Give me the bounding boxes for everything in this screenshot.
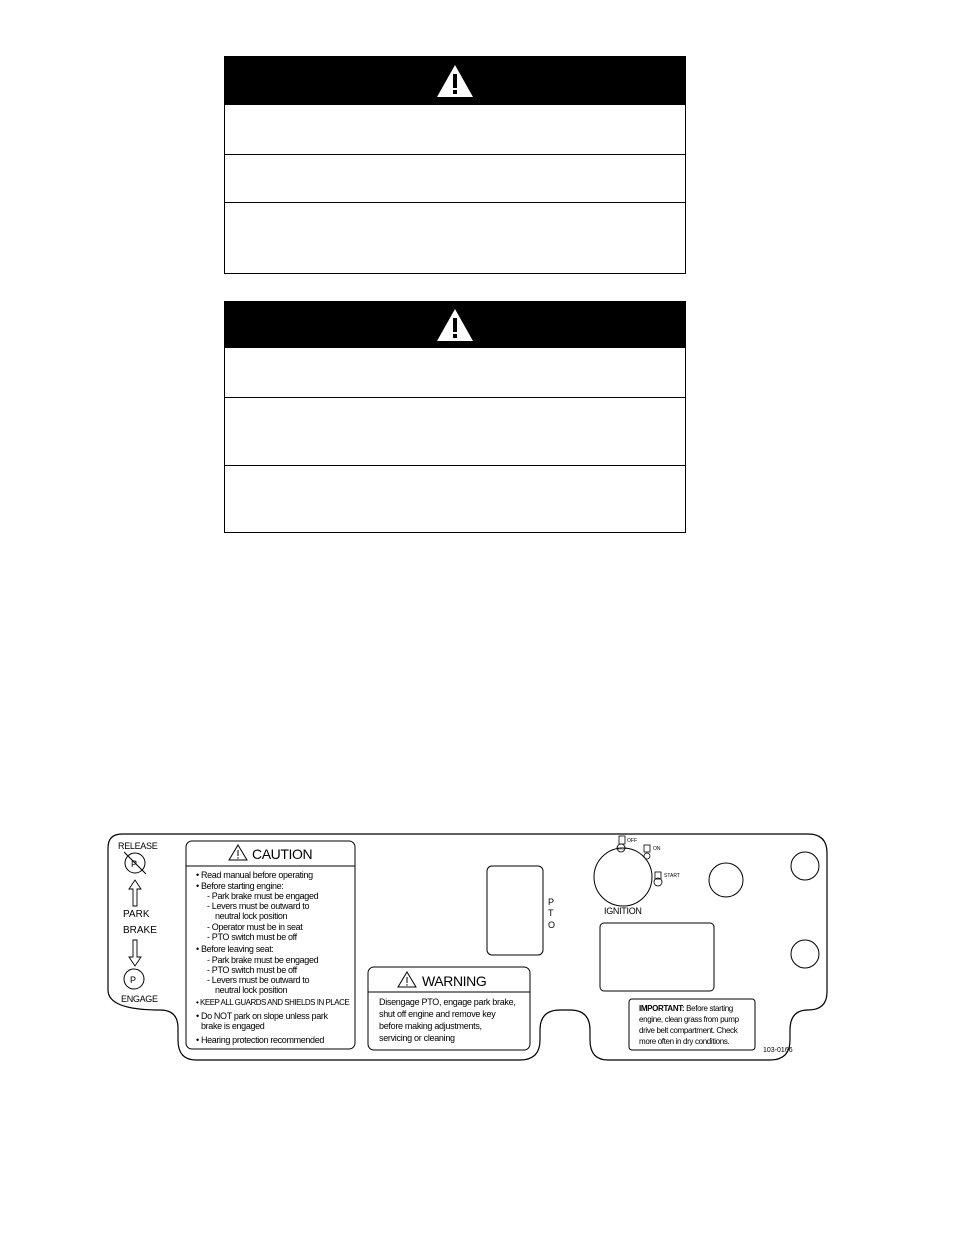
warning-label — [368, 967, 530, 1050]
brake-label: BRAKE — [123, 925, 157, 936]
throttle-knob-hole — [709, 863, 743, 897]
caution-line: neutral lock position — [215, 985, 288, 995]
pto-switch-cutout — [487, 866, 543, 955]
ignition-stop-label: STOP — [617, 847, 627, 851]
caution-line: - PTO switch must be off — [207, 965, 297, 975]
key-on-icon — [644, 845, 650, 859]
engage-label: ENGAGE — [121, 994, 158, 1004]
important-line: engine, clean grass from pump — [639, 1015, 739, 1024]
ignition-off-label: OFF — [627, 838, 637, 844]
important-lead: IMPORTANT: — [639, 1004, 685, 1013]
caution-line: • Hearing protection recommended — [196, 1035, 325, 1045]
caution-line: - Operator must be in seat — [207, 922, 303, 932]
important-line-0: Before starting — [686, 1004, 733, 1013]
warning-line: before making adjustments, — [379, 1021, 482, 1031]
caution-line: • Do NOT park on slope unless park — [196, 1011, 328, 1021]
important-label — [629, 999, 755, 1050]
ignition-on-label: ON — [653, 846, 661, 852]
warning-line: servicing or cleaning — [379, 1033, 455, 1043]
important-line — [639, 1004, 733, 1013]
important-line: drive belt compartment. Check — [639, 1026, 738, 1035]
park-label: PARK — [123, 909, 150, 920]
key-start-icon — [654, 872, 662, 886]
warning-line: Disengage PTO, engage park brake, — [379, 997, 516, 1007]
ignition-switch — [594, 836, 680, 916]
caution-line: brake is engaged — [201, 1021, 265, 1031]
caution-line: - Levers must be outward to — [207, 975, 310, 985]
caution-line: - Levers must be outward to — [207, 901, 310, 911]
mount-hole-top — [791, 852, 819, 880]
ignition-start-label: START — [664, 873, 680, 879]
caution-line: • Before starting engine: — [196, 881, 284, 891]
caution-line: • KEEP ALL GUARDS AND SHIELDS IN PLACE — [196, 998, 350, 1007]
caution-line: - Park brake must be engaged — [207, 955, 319, 965]
pto-letter: T — [548, 908, 554, 918]
mount-hole-bottom — [791, 940, 819, 968]
important-line: more often in dry conditions. — [639, 1037, 730, 1046]
warning-line: shut off engine and remove key — [379, 1009, 496, 1019]
ignition-label: IGNITION — [604, 906, 642, 916]
arrow-up-icon — [129, 880, 141, 906]
brake-engage-symbol: P — [130, 975, 137, 985]
brake-release-symbol: P — [131, 859, 138, 869]
caution-title: CAUTION — [252, 846, 313, 862]
caution-line: • Read manual before operating — [196, 870, 313, 880]
caution-line: - PTO switch must be off — [207, 932, 297, 942]
caution-triangle-icon — [229, 845, 247, 860]
caution-label — [186, 841, 355, 1049]
warning-title: WARNING — [422, 973, 487, 989]
arrow-down-icon — [129, 940, 141, 966]
caution-line: - Park brake must be engaged — [207, 891, 319, 901]
pto-letter: P — [548, 897, 555, 907]
caution-line: • Before leaving seat: — [196, 944, 274, 954]
hour-meter-cutout — [600, 923, 714, 991]
caution-text — [196, 870, 349, 1045]
warning-small-triangle-icon — [398, 972, 416, 987]
pto-letter: O — [548, 920, 556, 930]
release-label: RELEASE — [118, 841, 158, 851]
caution-line: neutral lock position — [215, 911, 288, 921]
part-number: 103-0166 — [763, 1047, 793, 1054]
